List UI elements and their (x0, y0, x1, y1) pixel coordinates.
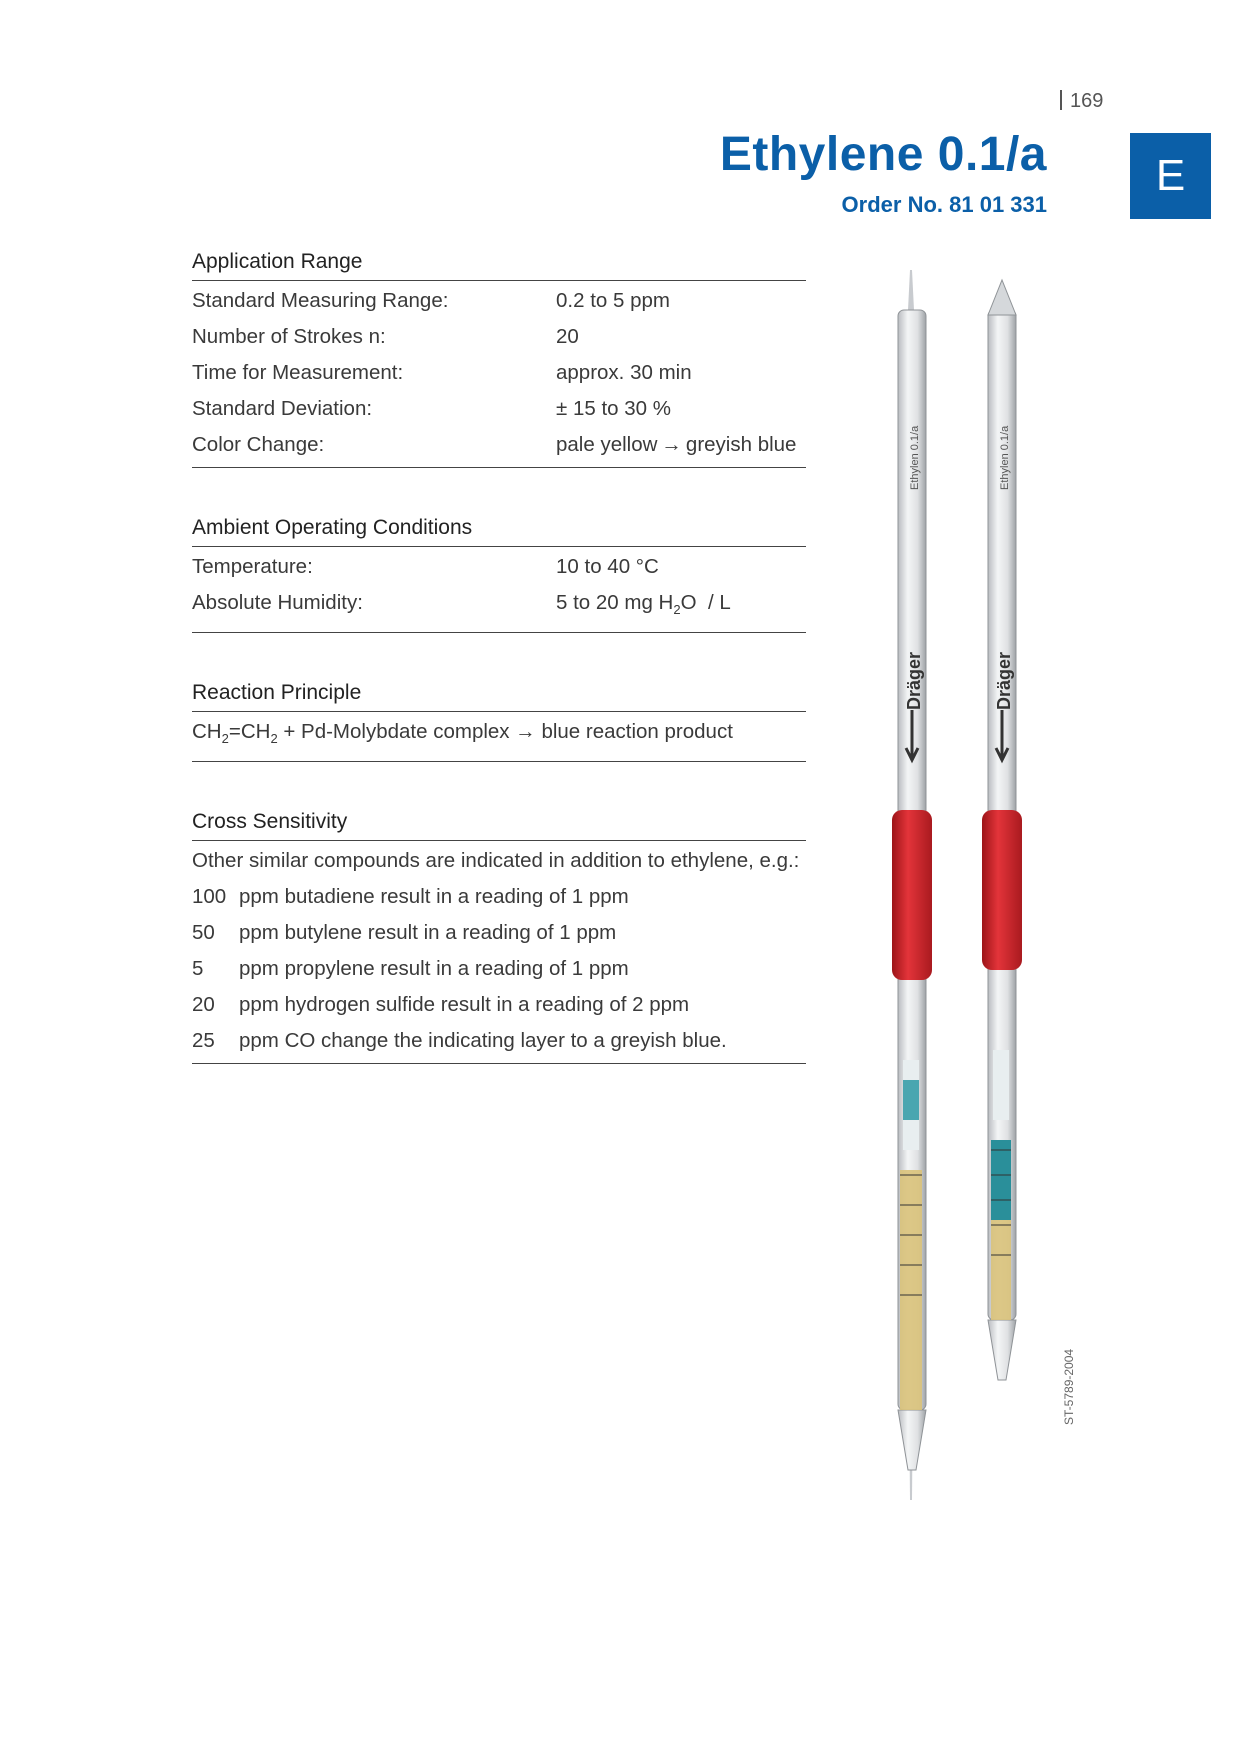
list-item: 100 ppm butadiene result in a reading of 1 ppm (192, 885, 629, 908)
detector-tube-left (892, 270, 932, 1500)
spec-row: Absolute Humidity: 5 to 20 mg $H_2O$ / L (192, 591, 731, 617)
spec-row: Number of Strokes n: 20 (192, 325, 579, 348)
spec-row: Color Change: pale yellow → greyish blue (192, 433, 797, 456)
reaction-principle-section (192, 681, 806, 762)
list-item: 50 ppm butylene result in a reading of 1 ppm (192, 921, 617, 944)
svg-text:Dräger: Dräger (904, 651, 924, 710)
application-range-section (192, 250, 806, 468)
spec-row: Standard Measuring Range: 0.2 to 5 ppm (192, 289, 670, 312)
ambient-conditions-section (192, 516, 806, 633)
page-number: 169 (1060, 90, 1103, 113)
list-item: 5 ppm propylene result in a reading of 1 ppm (192, 957, 629, 980)
spec-row: Standard Deviation: ± 15 to 30 % (192, 397, 671, 420)
section-heading: Application Range (192, 250, 806, 281)
order-number: Order No. 81 01 331 (841, 192, 1047, 217)
cross-sensitivity-section (192, 810, 806, 1064)
arrow-icon: → (661, 433, 682, 456)
reaction-formula: $CH_2=CH_2$ + Pd-Molybdate complex → blue reaction product (192, 720, 733, 746)
page-title: Ethylene 0.1/a (719, 128, 1047, 181)
spec-content (192, 250, 806, 1112)
svg-text:Ethylen 0.1/a: Ethylen 0.1/a (999, 425, 1011, 490)
section-heading: Cross Sensitivity (192, 810, 806, 841)
section-heading: Reaction Principle (192, 681, 806, 712)
detector-tube-right (982, 280, 1022, 1380)
section-heading: Ambient Operating Conditions (192, 516, 806, 547)
svg-text:Dräger: Dräger (994, 651, 1014, 710)
svg-text:Ethylen 0.1/a: Ethylen 0.1/a (909, 425, 921, 490)
list-item: 25 ppm CO change the indicating layer to a greyish blue. (192, 1029, 727, 1052)
detector-tubes-photo (870, 270, 1050, 1520)
cross-intro: Other similar compounds are indicated in addition to ethylene, e.g.: (192, 849, 800, 872)
section-tab: E (1130, 133, 1211, 219)
list-item: 20 ppm hydrogen sulfide result in a reading of 2 ppm (192, 993, 690, 1016)
spec-row: Time for Measurement: approx. 30 min (192, 361, 692, 384)
arrow-icon: → (515, 720, 536, 743)
spec-row: Temperature: 10 to 40 °C (192, 555, 659, 578)
photo-credit: ST-5789-2004 (1062, 1348, 1076, 1425)
